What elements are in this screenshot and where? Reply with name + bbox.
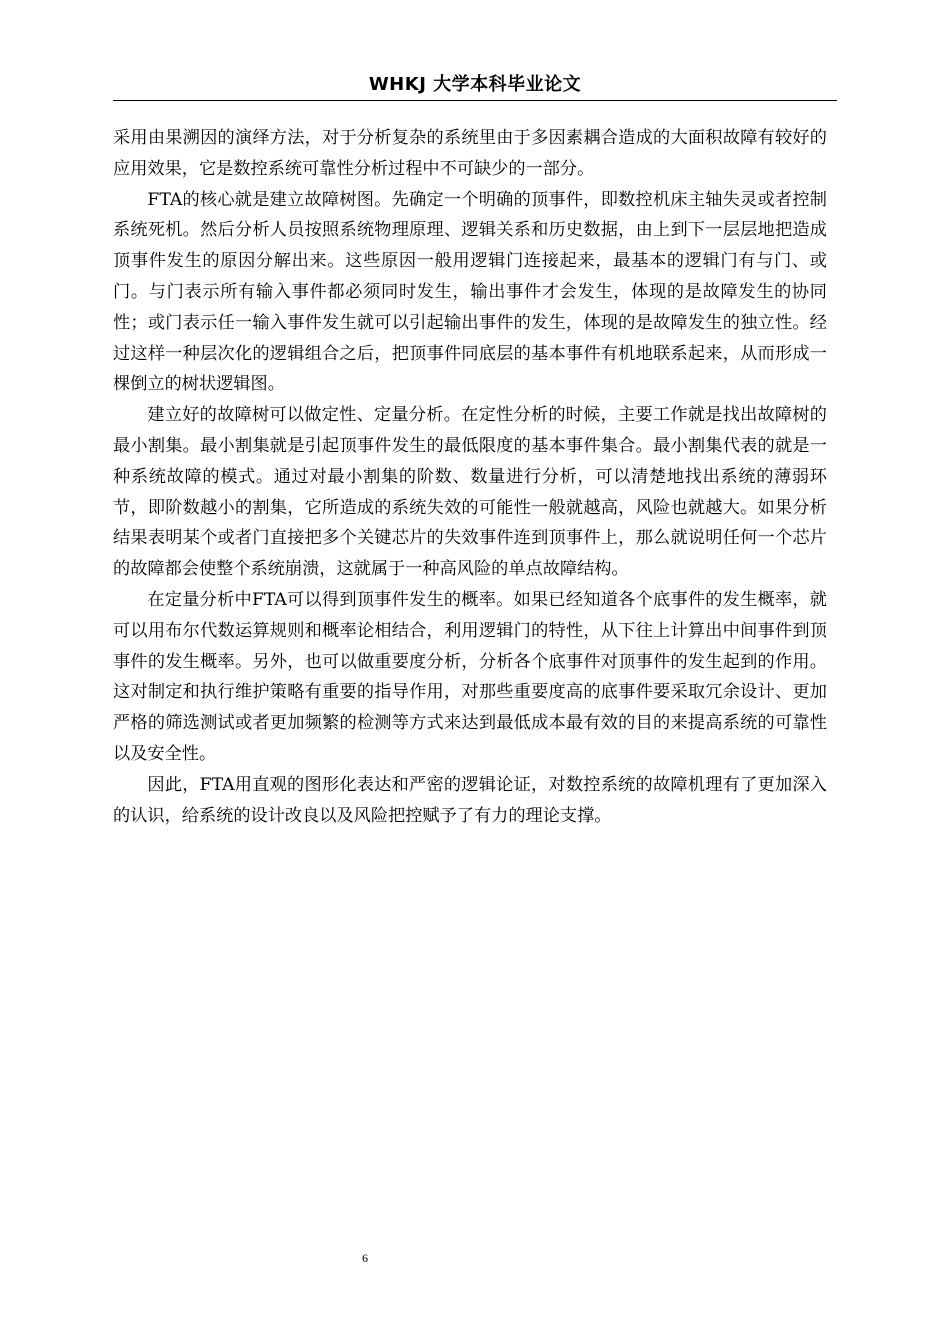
body-text: [113, 123, 827, 831]
header-title: WHKJ 大学本科毕业论文: [368, 74, 582, 95]
paragraph-2: FTA的核心就是建立故障树图。先确定一个明确的顶事件，即数控机床主轴失灵或者控制系统死机。然后分析人员按照系统物理原理、逻辑关系和历史数据，由上到下一层层地把造成顶事件发生的原因分解出来。这些原因一般用逻辑门连接起来，最基本的逻辑门有与门、或门。与门表示所有输入事件都必须同时发生，输出事件才会发生，体现的是故障发生的协同性；或门表示任一输入事件发生就可以引起输出事件的发生，体现的是故障发生的独立性。经过这样一种层次化的逻辑组合之后，把顶事件同底层的基本事件有机地联系起来，从而形成一棵倒立的树状逻辑图。: [113, 189, 827, 395]
page-header: [113, 70, 837, 101]
page-number: 6: [362, 1251, 368, 1265]
paragraph-5: 因此，FTA用直观的图形化表达和严密的逻辑论证，对数控系统的故障机理有了更加深入的认识，给系统的设计改良以及风险把控赋予了有力的理论支撑。: [113, 774, 827, 826]
paragraph-1: 采用由果溯因的演绎方法，对于分析复杂的系统里由于多因素耦合造成的大面积故障有较好的应用效果，它是数控系统可靠性分析过程中不可缺少的一部分。: [113, 128, 827, 179]
paragraph-3: 建立好的故障树可以做定性、定量分析。在定性分析的时候，主要工作就是找出故障树的最小割集。最小割集就是引起顶事件发生的最低限度的基本事件集合。最小割集代表的就是一种系统故障的模式。通过对最小割集的阶数、数量进行分析，可以清楚地找出系统的薄弱环节，即阶数越小的割集，它所造成的系统失效的可能性一般就越高，风险也就越大。如果分析结果表明某个或者门直接把多个关键芯片的失效事件连到顶事件上，那么就说明任何一个芯片的故障都会使整个系统崩溃，这就属于一种高风险的单点故障结构。: [113, 405, 827, 580]
paragraph-4: 在定量分析中FTA可以得到顶事件发生的概率。如果已经知道各个底事件的发生概率，就可以用布尔代数运算规则和概率论相结合，利用逻辑门的特性，从下往上计算出中间事件到顶事件的发生概率。另外，也可以做重要度分析，分析各个底事件对顶事件的发生起到的作用。这对制定和执行维护策略有重要的指导作用，对那些重要度高的底事件要采取冗余设计、更加严格的筛选测试或者更加频繁的检测等方式来达到最低成本最有效的目的来提高系统的可靠性以及安全性。: [113, 589, 827, 764]
